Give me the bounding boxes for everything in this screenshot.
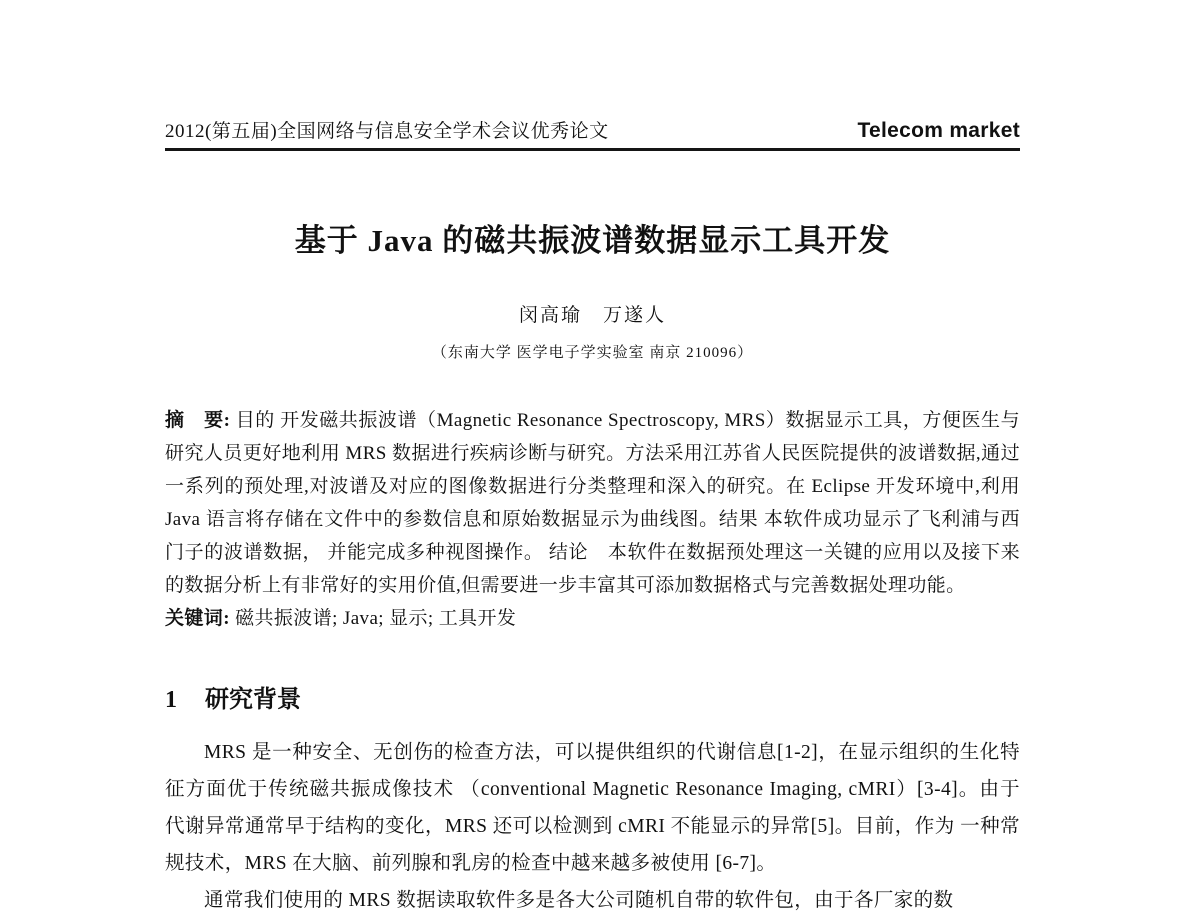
section-number: 1	[165, 687, 177, 713]
body-paragraph: MRS 是一种安全、无创伤的检查方法，可以提供组织的代谢信息[1-2]，在显示组织的生化特征方面优于传统磁共振成像技术 （conventional Magnetic Resonance Imaging, cMRI）[3-4]。由于代谢异常通常早于结构的变化，MRS 还可以检测到 cMRI 不能显示的异常[5]。目前，作为 一种常规技术，MRS 在大脑、前列腺和乳房的检查中越来越多被使用 [6-7]。	[165, 742, 1020, 874]
keywords-text: 磁共振波谱; Java; 显示; 工具开发	[229, 608, 517, 629]
abstract-text: 目的 开发磁共振波谱（Magnetic Resonance Spectroscopy, MRS）数据显示工具，方便医生与研究人员更好地利用 MRS 数据进行疾病诊断与研究。方法采用江苏省人民医院提供的波谱数据,通过一系列的预处理,对波谱及对应的图像数据进行分类整理和深入的研究。在 Eclipse 开发环境中,利用 Java 语言将存储在文件中的参数信息和原始数据显示为曲线图。结果 本软件成功显示了飞利浦与西门子的波谱数据， 并能完成多种视图操作。 结论 本软件在数据预处理这一关键的应用以及接下来的数据分析上有非常好的实用价值,但需要进一步丰富其可添加数据格式与完善数据处理功能。	[165, 410, 1020, 596]
body-paragraph: 通常我们使用的 MRS 数据读取软件多是各大公司随机自带的软件包，由于各厂家的数	[204, 890, 954, 911]
section-heading	[165, 679, 1020, 714]
keywords	[165, 602, 1020, 635]
abstract	[165, 404, 1020, 602]
abstract-label: 摘 要:	[165, 410, 231, 431]
section-title: 研究背景	[205, 687, 301, 713]
journal-name: Telecom market	[857, 119, 1020, 142]
keywords-label: 关键词:	[165, 608, 230, 629]
page-header	[165, 116, 1020, 151]
conference-note: 2012(第五届)全国网络与信息安全学术会议优秀论文	[165, 121, 609, 142]
authors: 闵高瑜 万遂人	[518, 305, 666, 326]
paper-title: 基于 Java 的磁共振波谱数据显示工具开发	[294, 223, 891, 258]
affiliation: （东南大学 医学电子学实验室 南京 210096）	[431, 345, 754, 361]
